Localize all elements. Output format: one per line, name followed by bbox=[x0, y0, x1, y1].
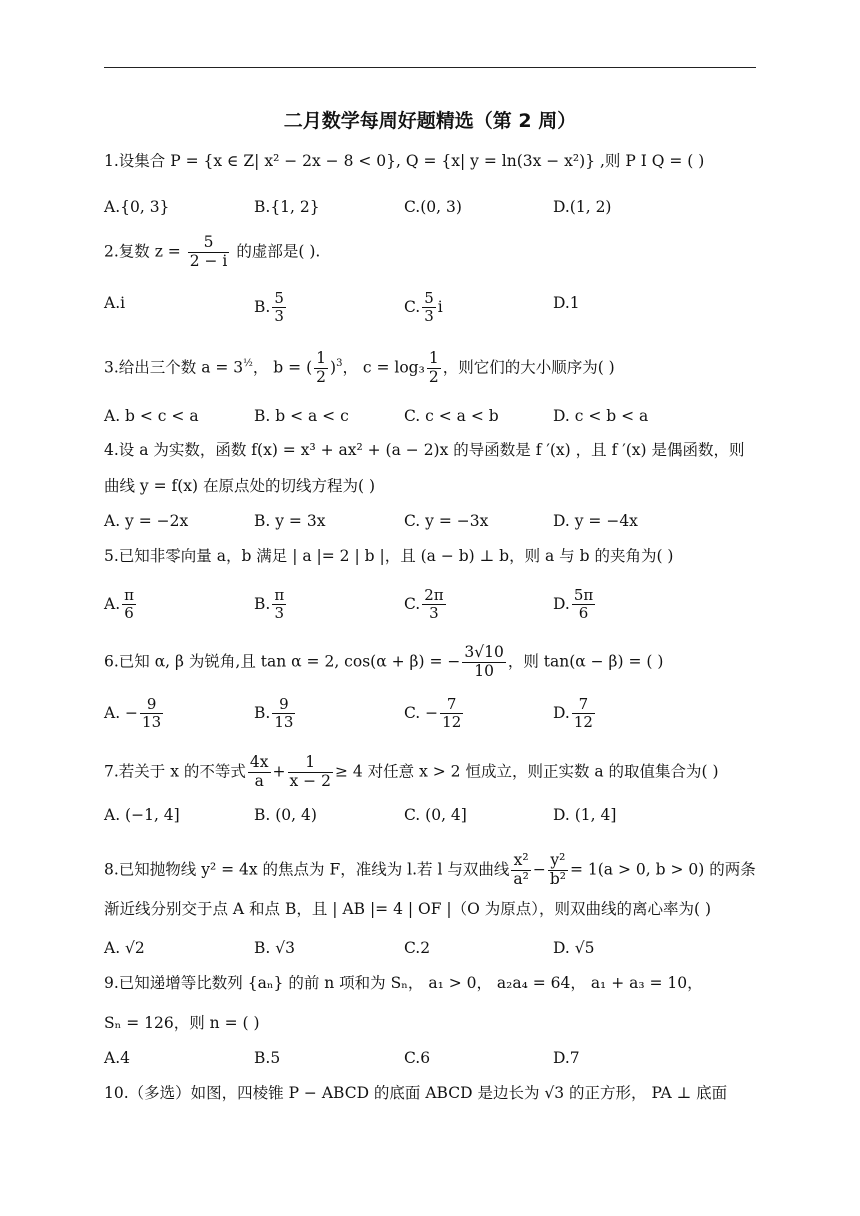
option-c: C. (0, 4] bbox=[404, 806, 467, 824]
question-7: 7.若关于 x 的不等式 $\frac{4x}{a}$ + $\frac{1}{x - 2}$ ≥ 4 对任意 x > 2 恒成立，则正实数 a 的取值集合为( ) bbox=[104, 753, 719, 790]
question-4-line-1: 4.设 a 为实数，函数 f(x) = x³ + ax² + (a − 2)x 的导函数是 f ′(x) ，且 f ′(x) 是偶函数，则 bbox=[104, 441, 745, 459]
option-c: C. − $\frac{7}{12}$ bbox=[404, 695, 462, 732]
question-6: 6.已知 α, β 为锐角,且 tan α = 2, cos(α + β) = − $\frac{3√10}{10}$ ，则 tan(α − β) = ( ) bbox=[104, 643, 664, 680]
question-5: 5.已知非零向量 a，b 满足 | a |= 2 | b |，且 (a − b) ⊥ b，则 a 与 b 的夹角为( ) bbox=[104, 547, 674, 565]
option-a: A. b < c < a bbox=[104, 407, 199, 425]
question-2: 2.复数 z = $\frac{5}{2 - i}$ 的虚部是( ). bbox=[104, 233, 321, 270]
option-a: A. y = −2x bbox=[104, 512, 189, 530]
question-9-options bbox=[104, 1045, 756, 1085]
fraction: $\frac{5}{2 - i}$ bbox=[189, 233, 228, 270]
option-a: A. (−1, 4] bbox=[104, 806, 180, 824]
option-a: A. √2 bbox=[104, 939, 145, 957]
question-4-line-2: 曲线 y = f(x) 在原点处的切线方程为( ) bbox=[104, 477, 376, 495]
question-1: 1.设集合 P = {x ∈ Z| x² − 2x − 8 < 0}, Q = {x| y = ln(3x − x²)} ,则 P I Q = ( ) bbox=[104, 152, 705, 170]
option-d: D.7 bbox=[553, 1049, 580, 1067]
question-8-options bbox=[104, 935, 756, 975]
option-a: A.{0, 3} bbox=[104, 198, 170, 216]
option-c: C. c < a < b bbox=[404, 407, 499, 425]
option-b: B. y = 3x bbox=[254, 512, 326, 530]
question-2-options bbox=[104, 290, 756, 330]
option-b: B. $\frac{\pi}{3}$ bbox=[254, 586, 285, 623]
document-title: 二月数学每周好题精选（第 2 周） bbox=[283, 110, 577, 132]
option-b: B. $\frac{9}{13}$ bbox=[254, 695, 294, 732]
option-d: D.(1, 2) bbox=[553, 198, 612, 216]
option-a: A. $\frac{\pi}{6}$ bbox=[104, 586, 134, 623]
option-d: D. $\frac{5\pi}{6}$ bbox=[553, 586, 594, 623]
option-d: D.1 bbox=[553, 294, 580, 312]
option-c: C.(0, 3) bbox=[404, 198, 462, 216]
question-3: 3.给出三个数 $a = 3^{\frac{1}{2}}$， b = ( $\frac{1}{2}$ )$^3$， c = log₃ $\frac{1}{2}$ ，则它们的大小顺序为( ) bbox=[104, 349, 615, 386]
header-rule bbox=[104, 67, 756, 68]
option-a: A.4 bbox=[104, 1049, 130, 1067]
option-c: C. $\frac{5}{3}$ i bbox=[404, 289, 443, 326]
option-d: D. √5 bbox=[553, 939, 595, 957]
option-b: B. b < a < c bbox=[254, 407, 349, 425]
question-6-options bbox=[104, 696, 756, 736]
question-1-options bbox=[104, 194, 756, 234]
question-8-line-1: 8.已知抛物线 y² = 4x 的焦点为 F，准线为 l.若 l 与双曲线 $\frac{\text{x²}}{\text{a²}}$ − $\frac{\text{y²}}{\text{b²}}$ = 1(a > 0, b > 0) 的两条 bbox=[104, 851, 756, 888]
question-10: 10.（多选）如图，四棱锥 P − ABCD 的底面 ABCD 是边长为 √3 的正方形， PA ⊥ 底面 bbox=[104, 1084, 728, 1102]
question-4-options bbox=[104, 508, 756, 548]
question-9-line-2: Sₙ = 126，则 n = ( ) bbox=[104, 1014, 260, 1032]
question-5-options bbox=[104, 587, 756, 627]
option-d: D. (1, 4] bbox=[553, 806, 617, 824]
option-b: B. $\frac{5}{3}$ bbox=[254, 289, 284, 326]
option-d: D. c < b < a bbox=[553, 407, 649, 425]
question-8-line-2: 渐近线分别交于点 A 和点 B，且 | AB |= 4 | OF |（O 为原点），则双曲线的离心率为( ) bbox=[104, 900, 712, 918]
option-b: B.{1, 2} bbox=[254, 198, 320, 216]
option-c: C.2 bbox=[404, 939, 431, 957]
question-7-options bbox=[104, 802, 756, 842]
option-a: A.i bbox=[104, 294, 126, 312]
option-c: C.6 bbox=[404, 1049, 431, 1067]
option-c: C. $\frac{2\pi}{3}$ bbox=[404, 586, 444, 623]
option-a: A. − $\frac{9}{13}$ bbox=[104, 695, 162, 732]
option-b: B.5 bbox=[254, 1049, 281, 1067]
option-b: B. √3 bbox=[254, 939, 295, 957]
option-b: B. (0, 4) bbox=[254, 806, 317, 824]
question-9-line-1: 9.已知递增等比数列 {aₙ} 的前 n 项和为 Sₙ， a₁ > 0， a₂a₄ = 64， a₁ + a₃ = 10， bbox=[104, 974, 703, 992]
option-c: C. y = −3x bbox=[404, 512, 489, 530]
option-d: D. y = −4x bbox=[553, 512, 638, 530]
option-d: D. $\frac{7}{12}$ bbox=[553, 695, 593, 732]
